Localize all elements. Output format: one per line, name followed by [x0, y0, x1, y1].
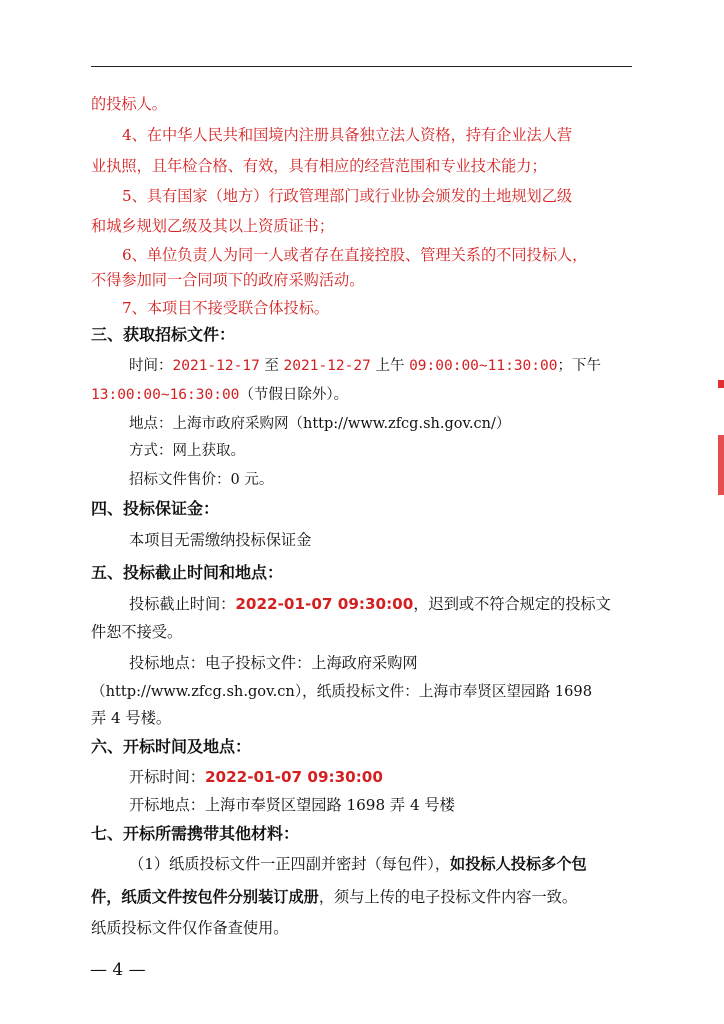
header-rule [91, 66, 632, 67]
text-line: 和城乡规划乙级及其以上资质证书； [91, 217, 334, 235]
opening-time-label: 开标时间： [129, 768, 205, 786]
text-line: 不得参加同一合同项下的政府采购活动。 [91, 271, 365, 289]
place-line: 地点：上海市政府采购网（http://www.zfcg.sh.gov.cn/） [129, 416, 511, 432]
materials-bold: 件，纸质文件按包件分别装订成册 [91, 888, 319, 906]
text-line: 业执照，且年检合格、有效，具有相应的经营范围和专业技术能力； [91, 157, 547, 175]
price-line: 招标文件售价：0 元。 [129, 472, 274, 488]
opening-time-line [129, 767, 383, 787]
bid-place-line: 投标地点：电子投标文件：上海政府采购网 [129, 654, 418, 672]
time-line [129, 356, 601, 376]
materials-line-1 [129, 854, 587, 874]
deadline-line [129, 594, 611, 614]
time-label: 时间： [129, 358, 173, 374]
opening-place-line: 开标地点：上海市奉贤区望园路 1698 弄 4 号楼 [129, 796, 455, 814]
bid-place-line-3: 弄 4 号楼。 [91, 709, 172, 727]
text-line: 7、本项目不接受联合体投标。 [122, 299, 330, 317]
section-heading: 四、投标保证金： [91, 499, 220, 518]
text-line: 6、单位负责人为同一人或者存在直接控股、管理关系的不同投标人， [122, 246, 588, 264]
pm-label: ；下午 [557, 358, 601, 374]
materials-text: ，须与上传的电子投标文件内容一致。 [318, 888, 577, 906]
method-line: 方式：网上获取。 [129, 443, 245, 459]
pm-range: 13:00:00~16:30:00 [91, 387, 240, 403]
deadline-rest: ，迟到或不符合规定的投标文 [413, 595, 611, 613]
section-heading: 三、获取招标文件： [91, 325, 236, 344]
deadline-label: 投标截止时间： [129, 595, 236, 613]
time-end: 2021-12-27 [283, 358, 371, 374]
time-to: 至 [259, 358, 284, 374]
am-label: 上午 [370, 358, 410, 374]
text-line: 的投标人。 [91, 95, 167, 113]
materials-line-2 [91, 887, 577, 907]
pm-note: （节假日除外）。 [239, 387, 349, 403]
section-heading: 六、开标时间及地点： [91, 737, 252, 756]
am-range: 09:00:00~11:30:00 [409, 358, 558, 374]
seal-edge-mark [718, 435, 724, 495]
seal-edge-mark [718, 380, 724, 388]
bid-place-line-2: （http://www.zfcg.sh.gov.cn），纸质投标文件：上海市奉贤区望园路 1698 [91, 683, 592, 700]
section-heading: 五、投标截止时间和地点： [91, 563, 284, 582]
deposit-text: 本项目无需缴纳投标保证金 [129, 531, 312, 549]
section-heading: 七、开标所需携带其他材料： [91, 824, 300, 843]
time-start: 2021-12-17 [172, 358, 260, 374]
materials-line-3: 纸质投标文件仅作备查使用。 [91, 919, 289, 937]
time-line-2 [91, 385, 348, 405]
text-line: 5、具有国家（地方）行政管理部门或行业协会颁发的土地规划乙级 [122, 187, 573, 205]
deadline-value: 2022-01-07 09:30:00 [235, 595, 414, 613]
deadline-line-2: 件恕不接受。 [91, 623, 183, 641]
text-line: 4、在中华人民共和国境内注册具备独立法人资格，持有企业法人营 [122, 126, 573, 144]
opening-time-value: 2022-01-07 09:30:00 [204, 768, 383, 786]
materials-bold: 如投标人投标多个包 [450, 855, 587, 873]
page-number: — 4 — [90, 960, 146, 980]
materials-text: （1）纸质投标文件一正四副并密封（每包件）， [129, 855, 451, 873]
